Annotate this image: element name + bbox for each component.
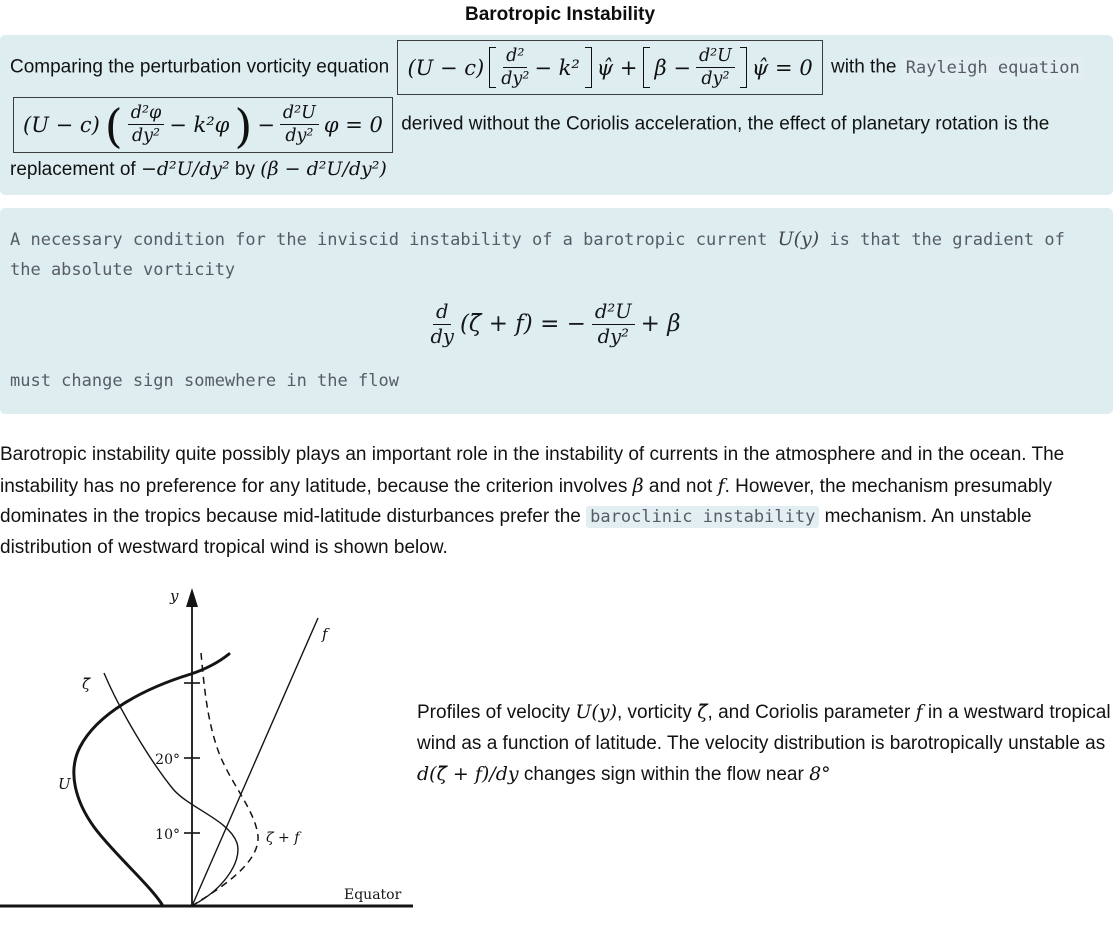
eq2-term-4: φ = 0 [323,112,383,137]
text-segment: is that the gradient of the absolute vorticity [10,229,1065,280]
math-segment: f [915,701,923,724]
necessary-condition-callout [0,208,1113,415]
coriolis-line [192,618,318,906]
absolute-vorticity-gradient-equation [10,301,1101,349]
text-segment: , and Coriolis parameter [707,702,916,724]
intro-text-mid1: with the [830,56,897,78]
intro-paragraph [10,39,1101,185]
rayleigh-equation-box: (U − c) ( $\frac{\text{d²φ}}{\text{dy²}}$ − k²φ ) − $\frac{\text{d²U}}{\text{dy²}}$ φ = 0 [13,97,393,152]
figure-caption [417,697,1115,911]
fraction-denominator: dy² [701,69,730,90]
eq2-term-3: − [257,112,275,137]
text-segment: . However, the mechanism presumably dominates in the tropics because mid-latitude disturbances prefer the [0,475,1052,528]
eq1-fraction-2 [696,46,735,89]
callout-text-1 [10,224,1101,285]
fraction-numerator: d²U [696,46,735,68]
fraction-denominator: dy² [131,126,161,147]
math-segment: ζ̄ [697,701,708,724]
eq1-term-4: β − [654,55,691,80]
text-segment: , vorticity [616,702,698,724]
fraction-denominator: dy² [285,126,314,147]
eq2-term-1: (U − c) [23,112,100,137]
vorticity-label: ζ̄ [82,675,91,694]
text-segment: and not [643,475,718,497]
math-segment: U(y) [575,701,617,724]
eq1-term-5: ψ̂ = 0 [751,55,813,80]
fraction-denominator: dy² [501,69,530,90]
intro-text-pre: Comparing the perturbation vorticity equation [10,56,390,78]
y-axis-arrowhead [186,588,198,607]
fraction-numerator: d [433,301,451,325]
fraction-numerator: d²φ [128,103,164,125]
right-square-bracket [585,47,592,88]
figure-row [0,581,1120,911]
inline-math-beta: (β − d²U/dy²) [260,157,387,180]
eq1-term-3: ψ̂ + [596,55,638,80]
text-segment: changes sign within the flow near [518,764,810,786]
page-title: Barotropic Instability [464,4,656,25]
math-segment: 8° [809,763,831,786]
math-segment: U(y) [777,227,820,250]
intro-text-mid2: derived without the Coriolis acceleration, the effect of planetary rotation is the replacement of [10,113,1050,180]
math-segment: d(ζ̄ + f)/dy [417,763,519,786]
coriolis-label: f [322,625,328,644]
eq2-fraction-2 [280,103,319,146]
eq1-term-1: (U − c) [407,55,485,80]
text-segment: A necessary condition for the inviscid instability of a barotropic current [10,229,778,250]
tick-10-label: 10° [155,827,180,844]
text-segment: Barotropic instability quite possibly plays an important role in the instability of currents in the atmosphere and in the ocean. The instability has no preference for any latitude, because the criterion involves [0,444,1065,497]
eq3-middle: (ζ̄ + f) = − [459,311,586,338]
vorticity-curve [104,673,238,905]
rayleigh-equation-link[interactable]: Rayleigh equation [902,57,1084,79]
right-square-bracket [740,47,747,88]
eq3-fraction-1 [430,301,454,349]
left-square-bracket [643,47,650,88]
callout-text-2: must change sign somewhere in the flow [10,371,399,392]
fraction-denominator: dy² [597,324,629,348]
tropical-wind-profile-figure [0,581,413,911]
equator-label: Equator [344,887,402,904]
math-segment: f [717,474,725,497]
eq2-term-2: − k²φ [169,112,230,137]
fraction-numerator: d²U [592,301,635,325]
eq1-term-2: − k² [534,55,580,80]
codehl-segment[interactable]: baroclinic instability [586,506,819,528]
text-segment: Profiles of velocity [417,702,576,724]
fraction-denominator: dy [430,324,454,348]
perturbation-vorticity-equation [397,40,822,95]
eq3-tail: + β [640,311,681,338]
left-square-bracket [489,47,496,88]
tick-20-label: 20° [155,752,180,769]
text-segment: mechanism. An unstable distribution of westward tropical wind is shown below. [0,506,1032,558]
eq2-fraction-1 [128,103,164,146]
body-paragraph [0,440,1112,563]
math-segment: β [632,474,644,497]
eq1-fraction-1 [501,46,529,89]
y-axis-label: y [170,587,179,606]
inline-math-d2u: −d²U/dy² [140,157,230,180]
intro-text-mid3: by [234,158,255,180]
fraction-numerator: d² [503,46,527,68]
text-segment: in a westward tropical wind as a function of latitude. The velocity distribution is barotropically unstable as [417,702,1111,755]
fraction-numerator: d²U [280,103,319,125]
absolute-vorticity-label: ζ̄ + f [266,830,300,847]
velocity-label: U [58,775,71,794]
eq3-fraction-2 [592,301,635,349]
absolute-vorticity-curve [195,653,258,904]
intro-callout [0,35,1113,195]
